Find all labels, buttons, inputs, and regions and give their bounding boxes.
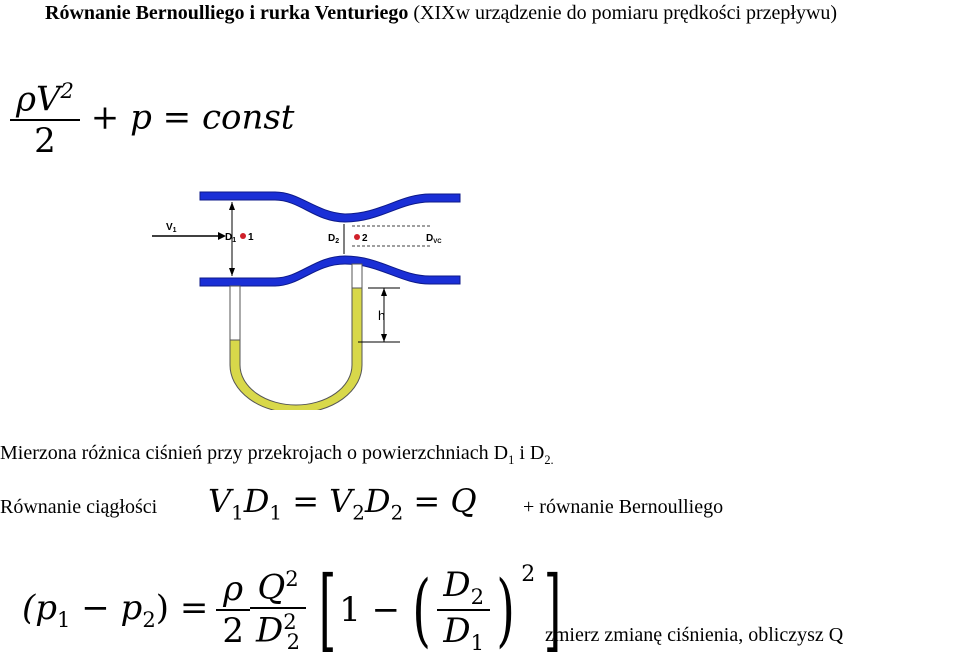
bernoulli-fraction <box>10 78 80 161</box>
outer-exponent: 2 <box>521 562 536 587</box>
measured-pressure-text <box>0 440 554 473</box>
label-v1: $V_1$ <box>166 222 177 234</box>
page-title <box>45 0 837 26</box>
d2-over-d1: $\frac{D_2}{D_1}$ <box>437 565 490 655</box>
measured-sub2: 2. <box>544 453 554 467</box>
cont-v1-sub: 1 <box>231 501 244 525</box>
label-point-1: 1 <box>248 232 254 243</box>
title-subtitle: (XIXw urządzenie do pomiaru prędkości przepływu) <box>408 2 838 24</box>
bernoulli-equation <box>10 78 294 161</box>
venturi-upper-wall <box>200 192 460 222</box>
manometer-right-tube <box>352 264 362 288</box>
point-1-marker <box>240 233 246 239</box>
manometer-left-tube <box>230 286 240 340</box>
d1-arrow-bottom <box>229 268 235 276</box>
bernoulli-rest: + p = const <box>90 97 295 138</box>
bracket-right: ] <box>544 557 562 662</box>
bernoulli-numerator-exp: 2 <box>60 78 74 103</box>
label-d1: $D_1$ <box>225 232 237 244</box>
d1-arrow-top <box>229 202 235 210</box>
cont-v1: V <box>208 482 232 520</box>
label-h: h <box>378 308 386 323</box>
cont-d2: D <box>364 482 391 520</box>
bernoulli-denominator: 2 <box>34 121 56 162</box>
cont-v2: V <box>329 482 353 520</box>
q-over-d2: $\frac{Q^2}{D^2_2}$ <box>250 566 306 654</box>
venturi-tube-diagram <box>140 180 480 410</box>
measured-mid: i D <box>514 442 545 464</box>
manometer-liquid <box>230 288 362 410</box>
label-d2: $D_2$ <box>328 233 340 245</box>
measured-text-main: Mierzona różnica ciśnień przy przekrojach o powierzchniach D <box>0 442 509 464</box>
pressure-difference-equation <box>22 557 570 662</box>
h-arrow-bottom <box>381 334 387 342</box>
title-bold: Równanie Bernoulliego i rurka Venturiego <box>45 2 409 24</box>
cont-d1-sub: 1 <box>269 501 283 525</box>
cont-d2-sub: 2 <box>390 501 404 525</box>
paren-right: ) <box>496 563 516 656</box>
venturi-lower-wall <box>200 256 460 286</box>
bracket-left: [ <box>318 557 337 662</box>
one-minus: 1 − <box>339 590 401 630</box>
measured-sub1: 1 <box>508 453 515 467</box>
label-point-2: 2 <box>362 233 368 244</box>
cont-v2-sub: 2 <box>352 501 365 525</box>
label-dvc: $D_{VC}$ <box>426 233 442 245</box>
paren-left: ( <box>412 563 432 656</box>
measure-pressure-text: zmierz zmianę ciśnienia, obliczysz Q <box>545 624 844 646</box>
bernoulli-numerator: ρV <box>16 79 61 120</box>
h-arrow-top <box>381 288 387 296</box>
continuity-label: Równanie ciągłości <box>0 496 158 518</box>
continuity-equation <box>208 482 477 524</box>
point-2-marker <box>354 234 360 240</box>
pressure-lhs: $(p_1 - p_2)$ = <box>22 588 209 632</box>
rho-over-two: $\frac{\rho}{2}$ <box>216 569 250 651</box>
plus-bernoulli-text: + równanie Bernoulliego <box>523 496 724 518</box>
cont-eq-sign: = <box>292 482 319 520</box>
cont-eq-q: = Q <box>413 482 477 520</box>
cont-d1: D <box>243 482 270 520</box>
